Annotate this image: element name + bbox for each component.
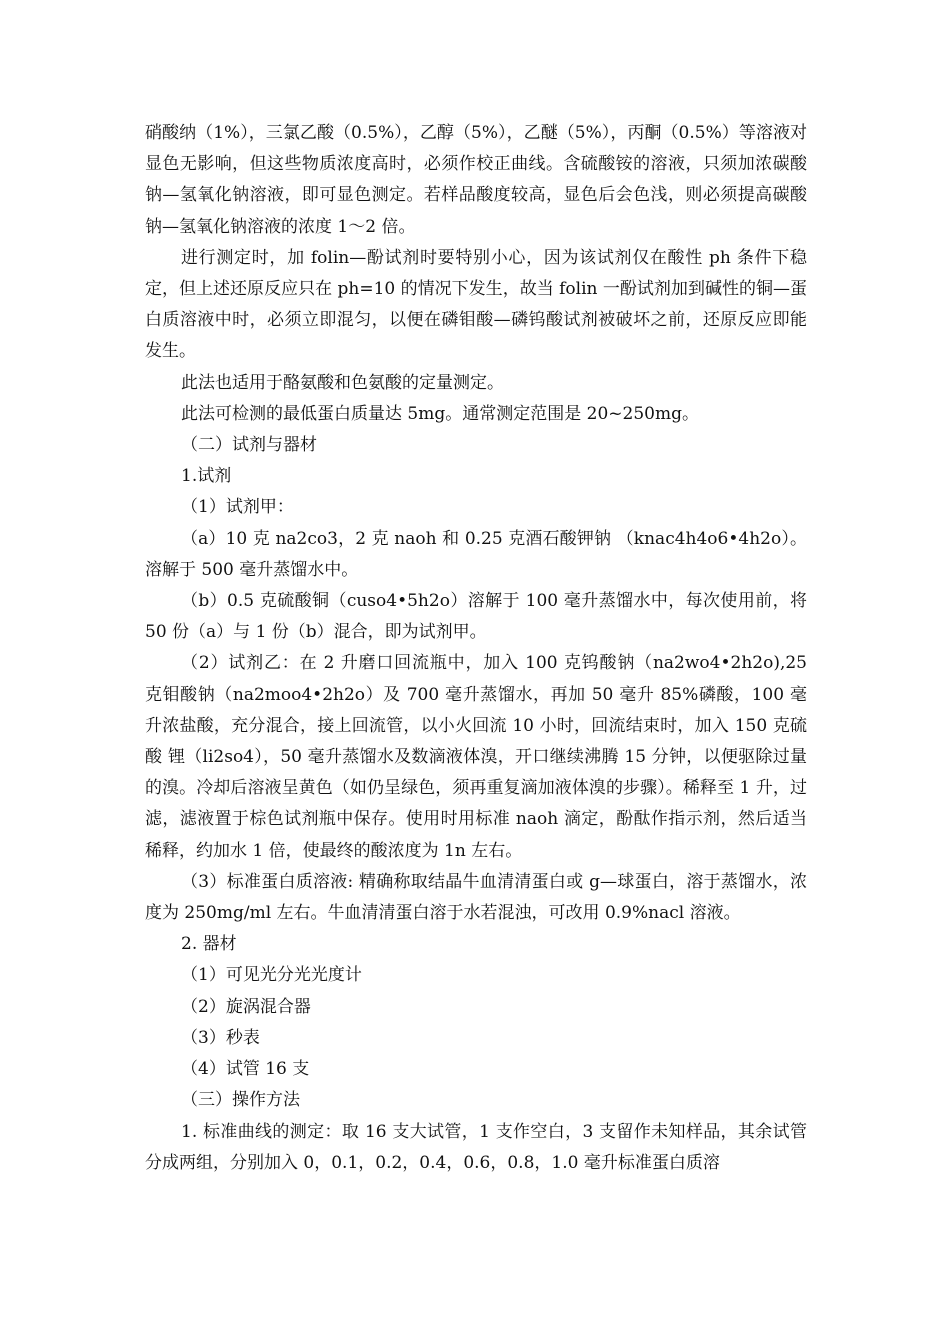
p-equipment-1: （1）可见光分光光度计 — [181, 965, 362, 986]
p-equipment-4: （4）试管 16 支 — [181, 1059, 310, 1080]
p-reagent-a-a: （a）10 克 na2co3，2 克 naoh 和 0.25 克酒石酸钾钠 （knac4h4o6•4h2o）。溶解于 500 毫升蒸馏水中。 — [145, 528, 807, 580]
p-standard-curve: 1. 标准曲线的测定：取 16 支大试管，1 支作空白，3 支留作未知样品，其余试管分成两组，分别加入 0，0.1，0.2，0.4，0.6，0.8，1.0 毫升标准蛋白质溶 — [145, 1121, 807, 1173]
p-section-method: （三）操作方法 — [181, 1090, 300, 1111]
document-page — [145, 118, 807, 1179]
p-folin-caution: 进行测定时，加 folin—酚试剂时要特别小心，因为该试剂仅在酸性 ph 条件下稳定，但上述还原反应只在 ph=10 的情况下发生，故当 folin 一酚试剂加到碱性的铜—蛋白质溶液中时，必须立即混匀，以便在磷钼酸—磷钨酸试剂被破坏之前，还原反应即能发生。 — [145, 247, 807, 362]
p-reagent-a: （1）试剂甲： — [181, 497, 294, 518]
p-equipment-heading: 2. 器材 — [181, 934, 237, 955]
p-reagent-interference: 硝酸纳（1%），三氯乙酸（0.5%），乙醇（5%），乙醚（5%），丙酮（0.5%）等溶液对显色无影响，但这些物质浓度高时，必须作校正曲线。含硫酸铵的溶液，只须加浓碳酸钠—氢氧化钠溶液，即可显色测定。若样品酸度较高，显色后会色浅，则必须提高碳酸钠—氢氧化钠溶液的浓度 1～2 倍。 — [145, 123, 807, 237]
p-standard-protein: （3）标准蛋白质溶液: 精确称取结晶牛血清清蛋白或 g—球蛋白，溶于蒸馏水，浓度为 250mg/ml 左右。牛血清清蛋白溶于水若混浊，可改用 0.9%nacl 溶液。 — [145, 871, 807, 924]
p-reagent-a-b: （b）0.5 克硫酸铜（cuso4•5h2o）溶解于 100 毫升蒸馏水中，每次使用前，将 50 份（a）与 1 份（b）混合，即为试剂甲。 — [145, 591, 807, 643]
p-equipment-3: （3）秒表 — [181, 1027, 260, 1048]
p-detection-limit: 此法可检测的最低蛋白质量达 5mg。通常测定范围是 20~250mg。 — [181, 403, 699, 424]
p-reagent-b: （2）试剂乙：在 2 升磨口回流瓶中，加入 100 克钨酸钠（na2wo4•2h2o),25 克钼酸钠（na2moo4•2h2o）及 700 毫升蒸馏水，再加 50 毫升 85%磷酸，100 毫升浓盐酸，充分混合，接上回流管，以小火回流 10 小时，回流结束时，加入 150 克硫 酸 锂（li2so4），50 毫升蒸馏水及数滴液体溴，开口继续沸腾 15 分钟，以便驱除过量的溴。冷却后溶液呈黄色（如仍呈绿色，须再重复滴加液体溴的步骤）。稀释至 1 升，过滤，滤液置于棕色试剂瓶中保存。使用时用标准 naoh 滴定，酚酞作指示剂，然后适当稀释，约加水 1 倍，使最终的酸浓度为 1n 左右。 — [145, 653, 807, 861]
p-section-reagents: （二）试剂与器材 — [181, 435, 317, 456]
p-reagents-heading: 1.试剂 — [181, 466, 232, 487]
p-tyrosine: 此法也适用于酪氨酸和色氨酸的定量测定。 — [181, 372, 504, 393]
p-equipment-2: （2）旋涡混合器 — [181, 996, 311, 1017]
